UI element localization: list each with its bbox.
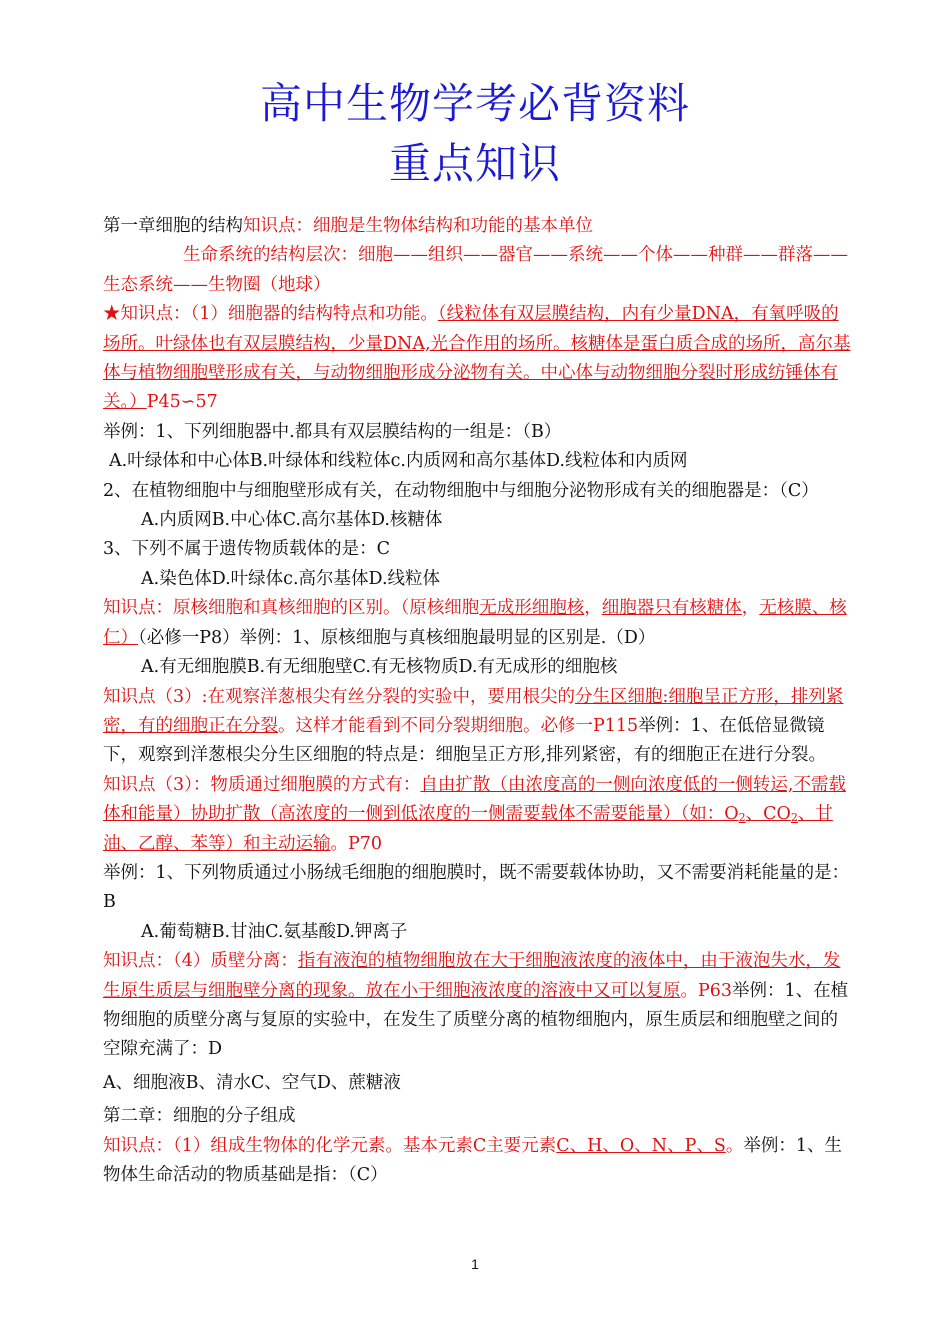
question-3: 3、下列不属于遗传物质载体的是：C <box>103 539 391 560</box>
knowledge-point-organelles: ★知识点：（1）细胞器的结构特点和功能。（线粒体有双层膜结构，内有少量DNA，有氧呼吸的场所。叶绿体也有双层膜结构，少量DNA,光合作用的场所。核糖体是蛋白质合成的场所，高尔基体与植物细胞壁形成有关，与动物细胞形成分泌物有关。中心体与动物细胞分裂时形成纺锤体有关。）P45∽57 <box>103 304 851 413</box>
page-number: 1 <box>471 1256 479 1272</box>
knowledge-point-mitosis: 知识点（3）:在观察洋葱根尖有丝分裂的实验中，要用根尖的分生区细胞:细胞呈正方形，排列紧密，有的细胞正在分裂。这样才能看到不同分裂期细胞。必修一P115举例：1、在低倍显微镜下，观察到洋葱根尖分生区细胞的特点是：细胞呈正方形,排列紧密，有的细胞正在进行分裂。 <box>103 686 844 766</box>
question-2-options: A.内质网B.中心体C.高尔基体D.核糖体 <box>141 510 443 531</box>
page-subtitle: 重点知识 <box>388 139 561 188</box>
knowledge-point-elements: 知识点：（1）组成生物体的化学元素。基本元素C主要元素C、H、O、N、P、S。举例：1、生物体生命活动的物质基础是指：（C） <box>103 1135 842 1185</box>
page-title: 高中生物学考必背资料 <box>259 79 690 128</box>
question-2: 2、在植物细胞中与细胞壁形成有关，在动物细胞中与细胞分泌物形成有关的细胞器是：（C） <box>103 480 819 501</box>
knowledge-point-membrane-transport: 知识点（3）：物质通过细胞膜的方式有：自由扩散（由浓度高的一侧向浓度低的一侧转运,不需载体和能量）协助扩散（高浓度的一侧到低浓度的一侧需要载体不需要能量）（如：$O_2$、$CO_2$、甘油、乙醇、苯等）和主动运输。P70 <box>103 774 846 854</box>
question-4-options: A.有无细胞膜B.有无细胞壁C.有无核物质D.有无成形的细胞核 <box>141 657 618 678</box>
question-1: 举例：1、下列细胞器中.都具有双层膜结构的一组是：（B） <box>103 421 562 442</box>
life-system-levels: 生命系统的结构层次：细胞——组织——器官——系统——个体——种群——群落——生态系统——生物圈（地球） <box>103 245 848 295</box>
question-5-options: A.葡萄糖B.甘油C.氨基酸D.钾离子 <box>141 921 408 942</box>
document-body <box>103 212 855 1190</box>
question-6-options: A、细胞液B、清水C、空气D、蔗糖液 <box>103 1072 401 1093</box>
question-5: 举例：1、下列物质通过小肠绒毛细胞的细胞膜时，既不需要载体协助，又不需要消耗能量的是：B <box>103 862 850 913</box>
knowledge-point-plasmolysis: 知识点：（4）质壁分离：指有液泡的植物细胞放在大于细胞液浓度的液体中，由于液泡失水，发生原生质层与细胞壁分离的现象。放在小于细胞液浓度的溶液中又可以复原。P63举例：1、在植物细胞的质壁分离与复原的实验中，在发生了质壁分离的植物细胞内，原生质层和细胞壁之间的空隙充满了：D <box>103 951 849 1060</box>
chapter-2-heading: 第二章：细胞的分子组成 <box>103 1106 296 1127</box>
question-1-options: A.叶绿体和中心体B.叶绿体和线粒体c.内质网和高尔基体D.线粒体和内质网 <box>109 451 688 472</box>
knowledge-point-prokaryote: 知识点：原核细胞和真核细胞的区别。（原核细胞无成形细胞核，细胞器只有核糖体，无核膜、核仁）（必修一P8）举例：1、原核细胞与真核细胞最明显的区别是.（D） <box>103 598 847 648</box>
chapter-1-heading: 第一章细胞的结构知识点：细胞是生物体结构和功能的基本单位 <box>103 216 593 236</box>
star-icon: ★ <box>103 304 121 325</box>
question-3-options: A.染色体D.叶绿体c.高尔基体D.线粒体 <box>141 568 441 589</box>
